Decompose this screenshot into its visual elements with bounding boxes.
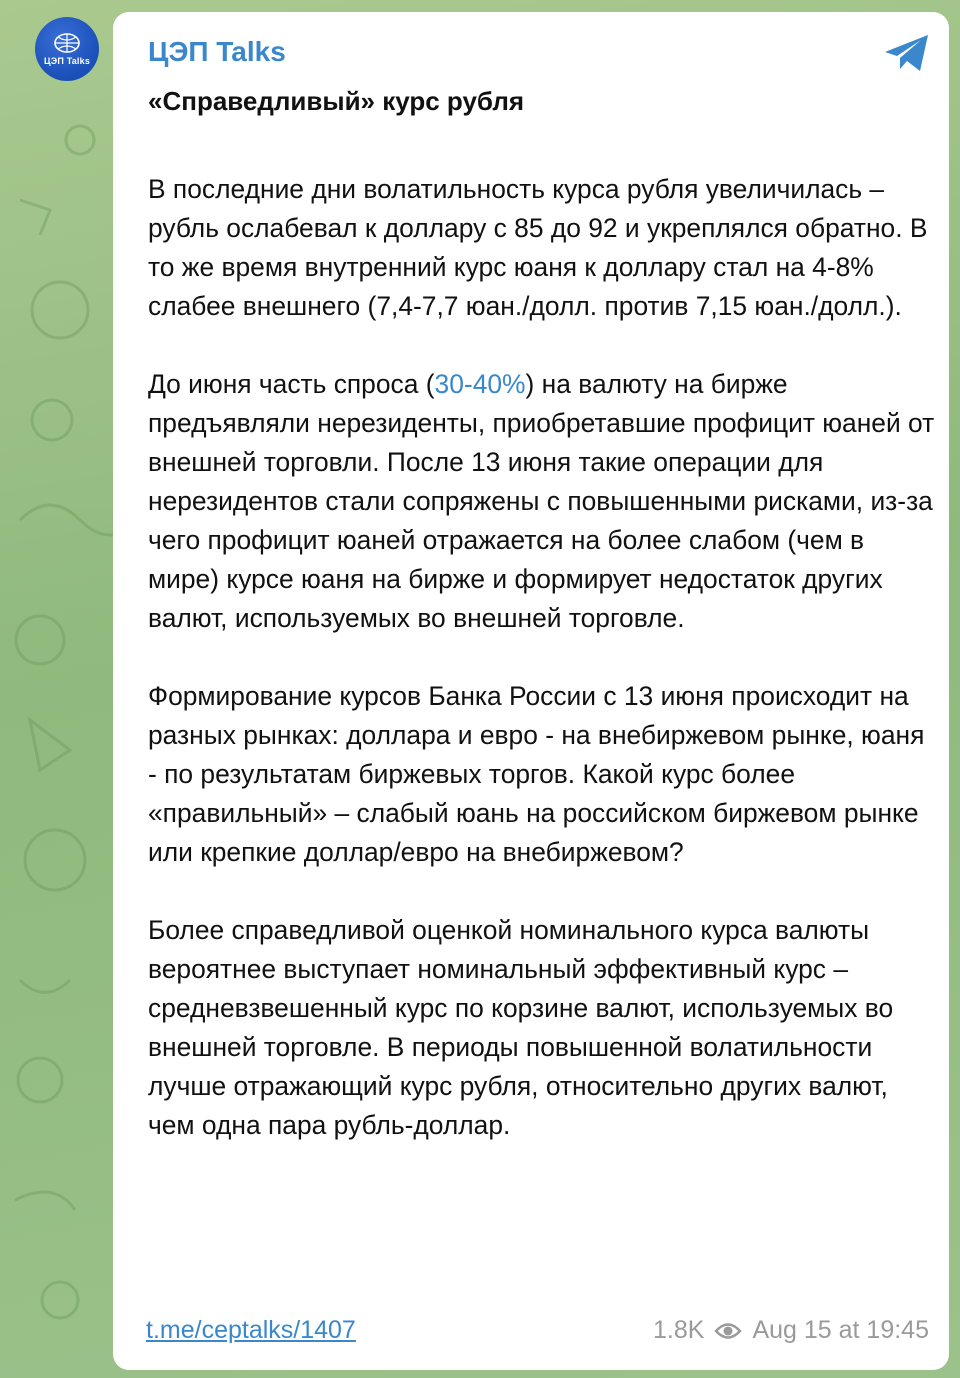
eye-icon (714, 1321, 742, 1341)
message-bubble (113, 12, 949, 1370)
paragraph-2-end: ) на валюту на бирже предъявляли нерезиденты, приобретавшие профицит юаней от внешней торговли. После 13 июня такие операции для нерезидентов стали сопряжены с повышенными рисками, из-за чего профицит юаней отражается на более слабом (чем в мире) курсе юаня на бирже и формирует недостаток других валют, используемых во внешней торговле. (148, 369, 935, 633)
channel-avatar[interactable] (35, 17, 99, 81)
post-body (148, 170, 938, 1184)
view-count: 1.8K (653, 1316, 705, 1344)
channel-name[interactable]: ЦЭП Talks (148, 36, 286, 67)
source-link[interactable]: 30-40% (434, 369, 526, 399)
timestamp: Aug 15 at 19:45 (752, 1316, 929, 1344)
paragraph-1: В последние дни волатильность курса рубля увеличилась – рубль ослабевал к доллару с 85 до 92 и укреплялся обратно. В то же время внутренний курс юаня к доллару стал на 4-8% слабее внешнего (7,4-7,7 юан./долл. против 7,15 юан./долл.). (148, 174, 928, 321)
logo-icon (52, 32, 82, 54)
paragraph-3: Формирование курсов Банка России с 13 июня происходит на разных рынках: доллара и евро - на внебиржевом рынке, юаня - по результатам биржевых торгов. Какой курс более «правильный» – слабый юань на российском биржевом рынке или крепкие доллар/евро на внебиржевом? (148, 681, 925, 867)
paragraph-2-start: До июня часть спроса ( (148, 369, 435, 399)
post-meta (653, 1316, 929, 1345)
post-link[interactable]: t.me/ceptalks/1407 (146, 1316, 356, 1344)
paragraph-4: Более справедливой оценкой номинального курса валюты вероятнее выступает номинальный эффективный курс – средневзвешенный курс по корзине валют, используемых во внешней торговле. В периоды повышенной волатильности лучше отражающий курс рубля, относительно других валют, чем одна пара рубль-доллар. (148, 915, 894, 1140)
paragraph-2 (148, 365, 938, 638)
avatar-label: ЦЭП Talks (43, 56, 91, 66)
post-title: «Справедливый» курс рубля (148, 86, 525, 116)
telegram-share-icon[interactable] (883, 32, 931, 74)
